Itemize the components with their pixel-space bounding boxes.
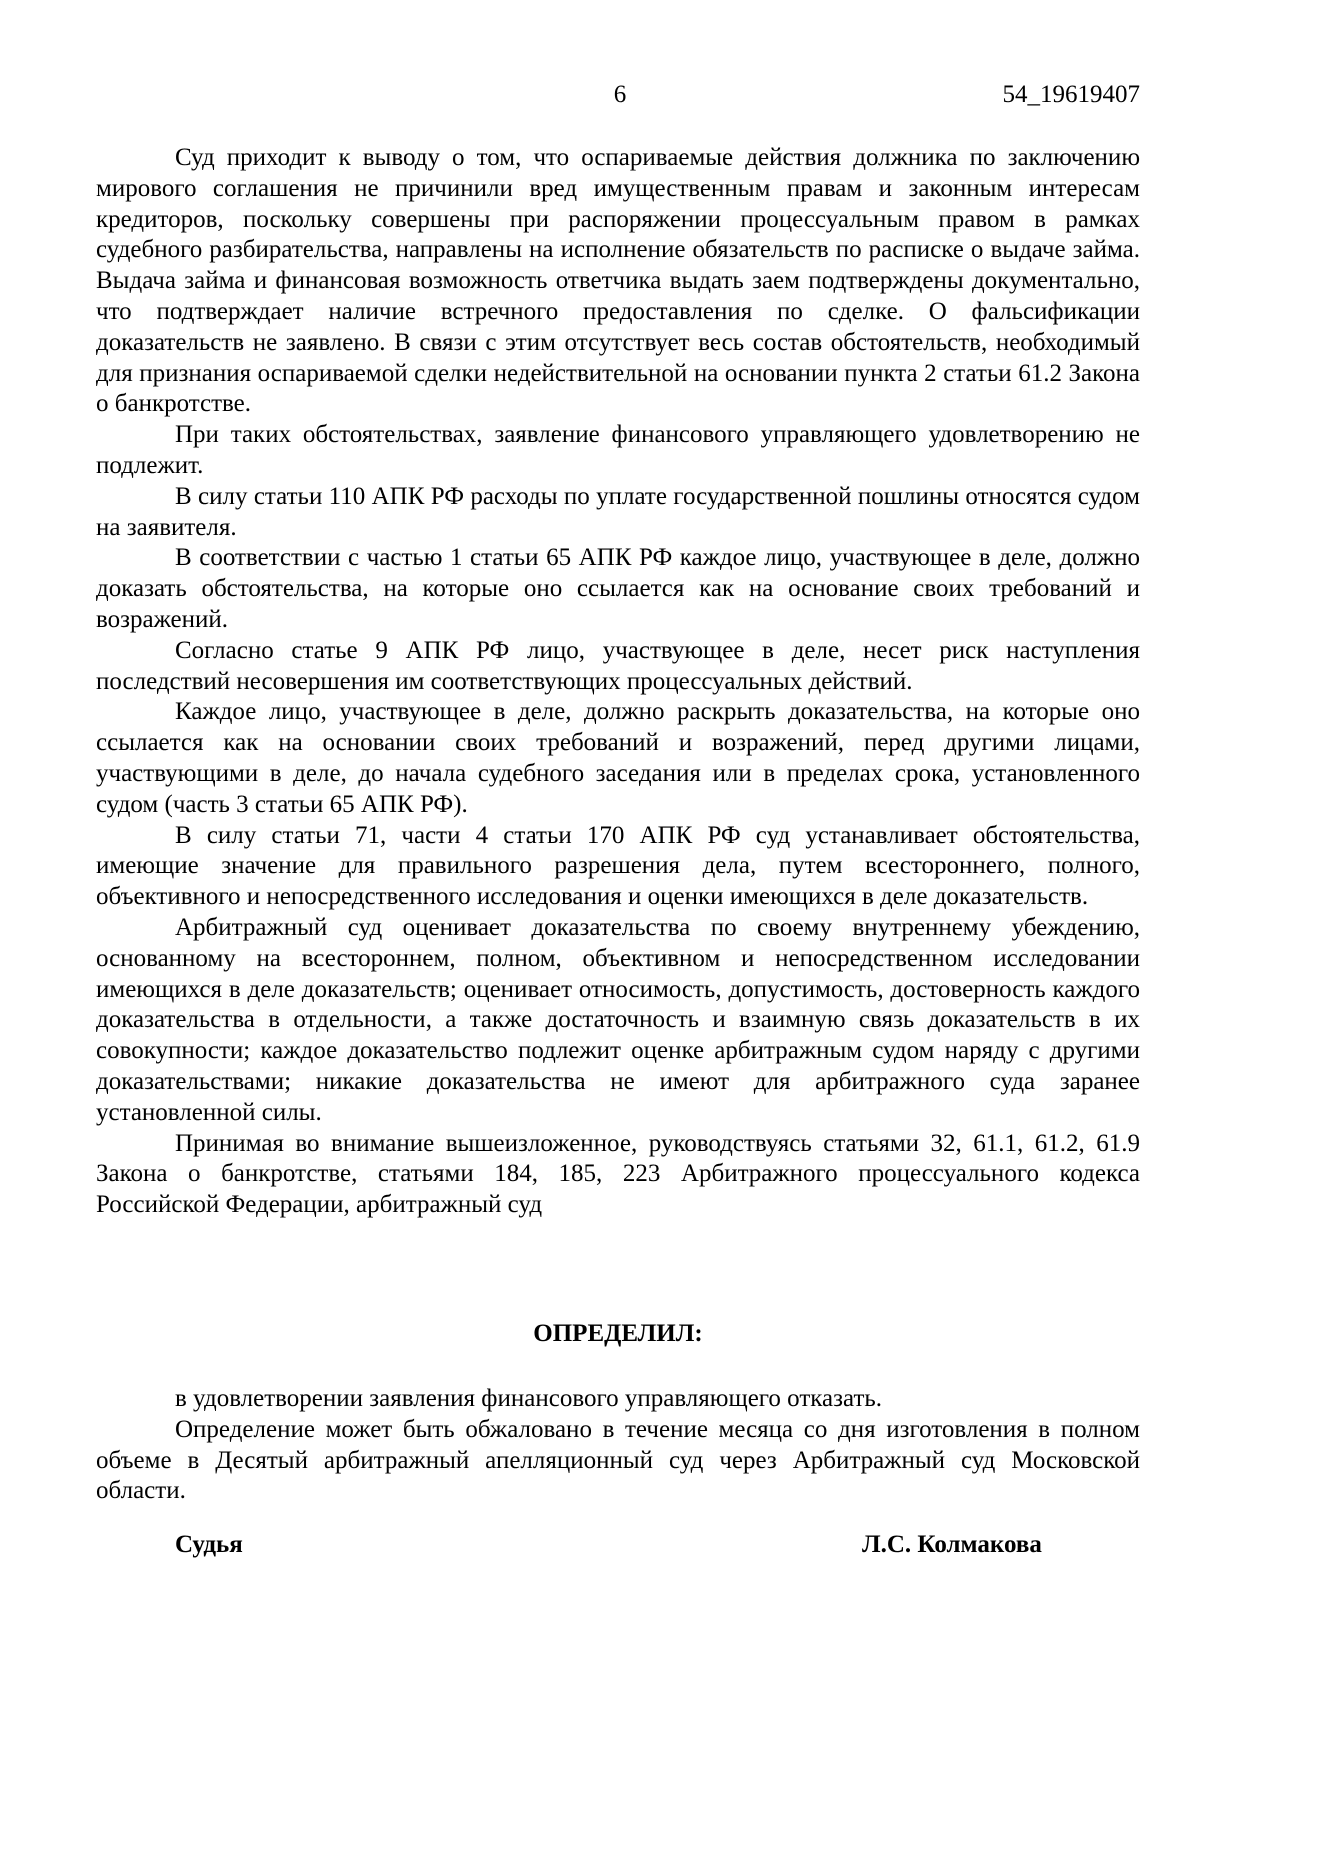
ruling-section xyxy=(96,1384,1140,1507)
signature-role: Судья xyxy=(175,1531,243,1558)
paragraph: Суд приходит к выводу о том, что оспариваемые действия должника по заключению мирового соглашения не причинили вред имущественным правам и законным интересам кредиторов, поскольку совершены при распоряжении процессуальным правом в рамках судебного разбирательства, направлены на исполнение обязательств по расписке о выдаче займа. Выдача займа и финансовая возможность ответчика выдать заем подтверждены документально, что подтверждает наличие встречного предоставления по сделке. О фальсификации доказательств не заявлено. В связи с этим отсутствует весь состав обстоятельств, необходимый для признания оспариваемой сделки недействительной на основании пункта 2 статьи 61.2 Закона о банкротстве. xyxy=(96,144,1140,418)
paragraph: Арбитражный суд оценивает доказательства по своему внутреннему убеждению, основанному на всестороннем, полном, объективном и непосредственном исследовании имеющихся в деле доказательств; оценивает относимость, допустимость, достоверность каждого доказательства в отдельности, а также достаточность и взаимную связь доказательств в их совокупности; каждое доказательство подлежит оценке арбитражным судом наряду с другими доказательствами; никакие доказательства не имеют для арбитражного суда заранее установленной силы. xyxy=(96,913,1140,1126)
ruling-paragraph: в удовлетворении заявления финансового управляющего отказать. xyxy=(175,1385,883,1412)
paragraph: При таких обстоятельствах, заявление финансового управляющего удовлетворению не подлежит. xyxy=(96,421,1140,479)
paragraph: В силу статьи 110 АПК РФ расходы по уплате государственной пошлины относятся судом на заявителя. xyxy=(96,482,1140,541)
paragraph: Согласно статье 9 АПК РФ лицо, участвующее в деле, несет риск наступления последствий несовершения им соответствующих процессуальных действий. xyxy=(96,636,1140,695)
ruling-paragraph: Определение может быть обжаловано в течение месяца со дня изготовления в полном объеме в Десятый арбитражный апелляционный суд через Арбитражный суд Московской области. xyxy=(96,1415,1140,1505)
paragraph: Каждое лицо, участвующее в деле, должно раскрыть доказательства, на которые оно ссылается как на основании своих требований и возражений, перед другими лицами, участвующими в деле, до начала судебного заседания или в пределах срока, установленного судом (часть 3 статьи 65 АПК РФ). xyxy=(96,698,1140,818)
ruling-heading: ОПРЕДЕЛИЛ: xyxy=(533,1320,703,1347)
paragraph: В соответствии с частью 1 статьи 65 АПК РФ каждое лицо, участвующее в деле, должно доказать обстоятельства, на которые оно ссылается как на основание своих требований и возражений. xyxy=(96,544,1140,633)
page-number: 6 xyxy=(613,81,627,108)
paragraph: Принимая во внимание вышеизложенное, руководствуясь статьями 32, 61.1, 61.2, 61.9 Закона о банкротстве, статьями 184, 185, 223 Арбитражного процессуального кодекса Российской Федерации, арбитражный суд xyxy=(96,1129,1140,1219)
document-body xyxy=(96,143,1140,1221)
document-id: 54_19619407 xyxy=(1002,81,1140,108)
paragraph: В силу статьи 71, части 4 статьи 170 АПК РФ суд устанавливает обстоятельства, имеющие значение для правильного разрешения дела, путем всестороннего, полного, объективного и непосредственного исследования и оценки имеющихся в деле доказательств. xyxy=(96,821,1140,911)
signature-name: Л.С. Колмакова xyxy=(862,1531,1042,1558)
